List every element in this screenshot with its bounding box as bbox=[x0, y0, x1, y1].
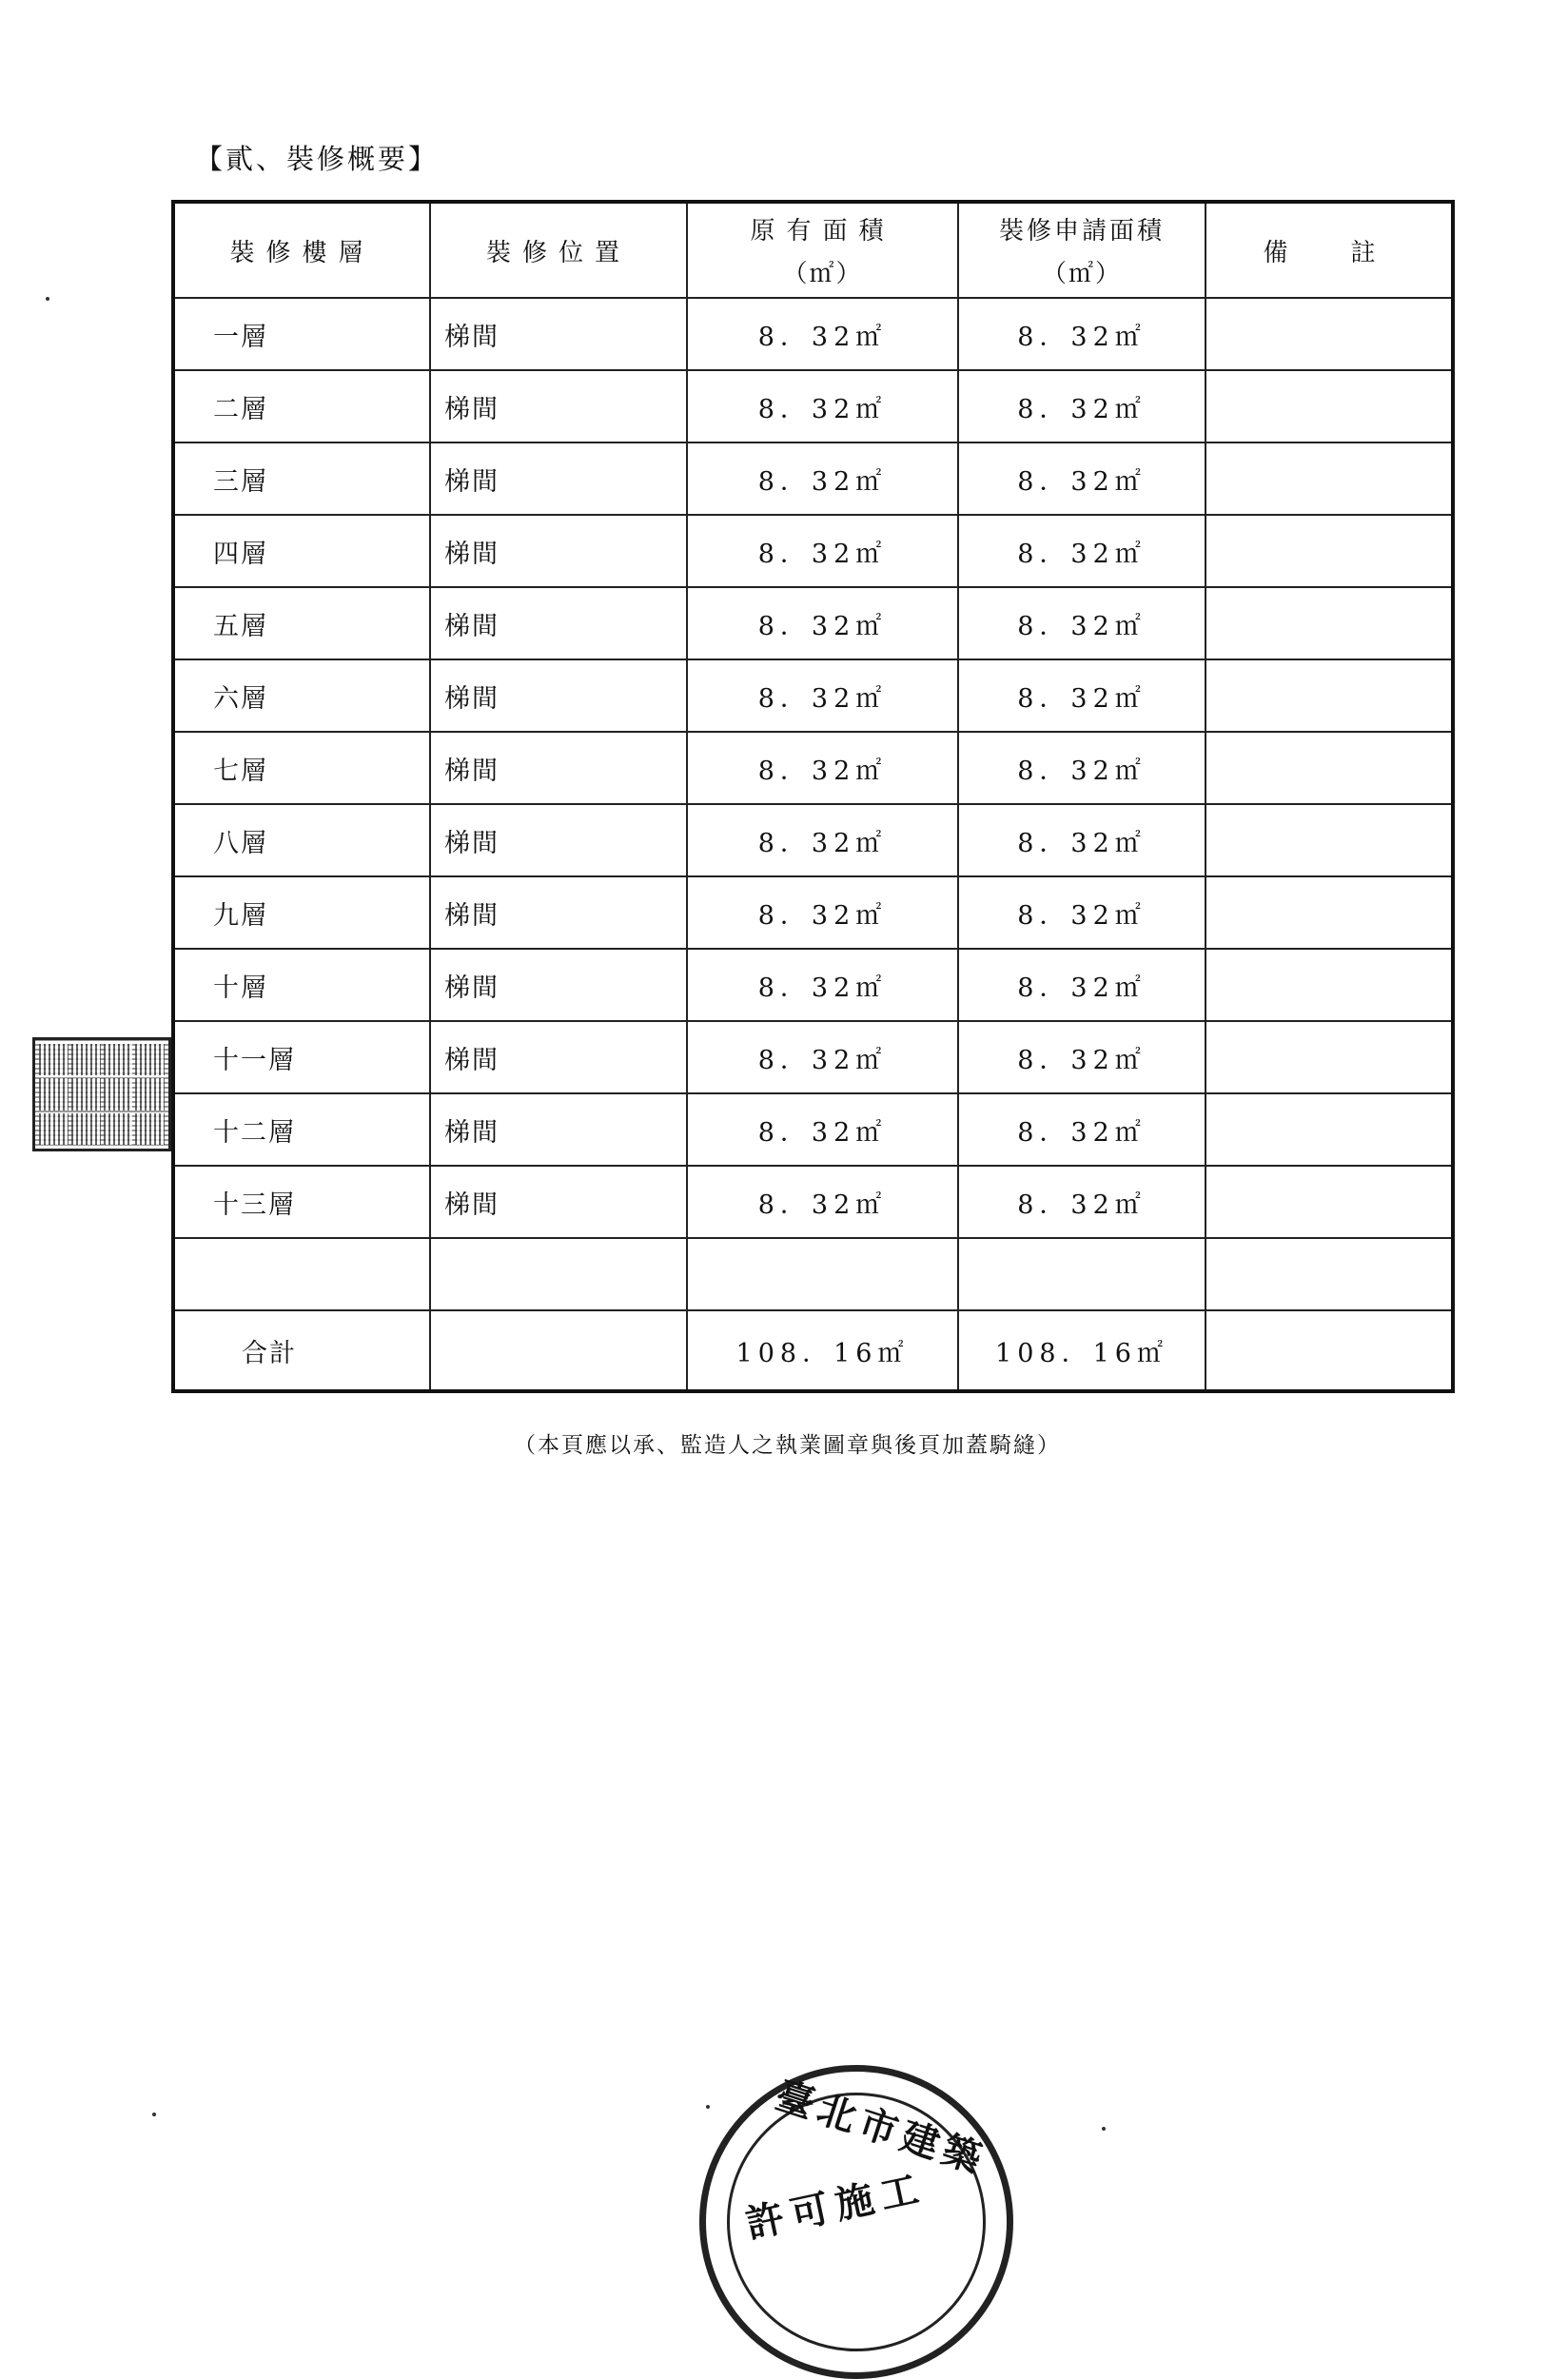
cell-original-area: 8．32㎡ bbox=[687, 659, 958, 732]
cell-requested-area: 8．32㎡ bbox=[958, 804, 1205, 876]
table-body bbox=[173, 298, 1453, 1391]
cell-remarks bbox=[1205, 587, 1453, 659]
cell-original-area bbox=[687, 1238, 958, 1310]
cell-floor: 七層 bbox=[173, 732, 430, 804]
header-location: 裝修位置 bbox=[430, 202, 687, 298]
cell-floor: 十層 bbox=[173, 949, 430, 1021]
cell-remarks bbox=[1205, 1021, 1453, 1093]
page-heading: 【貳、裝修概要】 bbox=[195, 143, 440, 175]
cell-floor: 十三層 bbox=[173, 1166, 430, 1238]
cell-original-area: 8．32㎡ bbox=[687, 587, 958, 659]
cell-requested-area: 8．32㎡ bbox=[958, 442, 1205, 515]
cell-original-area: 8．32㎡ bbox=[687, 804, 958, 876]
cell-requested-area: 8．32㎡ bbox=[958, 732, 1205, 804]
cell-requested-area: 8．32㎡ bbox=[958, 659, 1205, 732]
table-row bbox=[173, 876, 1453, 949]
cell-requested-area bbox=[958, 1238, 1205, 1310]
table-total-row bbox=[173, 1310, 1453, 1391]
table-row bbox=[173, 1166, 1453, 1238]
cell-location: 梯間 bbox=[430, 732, 687, 804]
cell-original-area: 8．32㎡ bbox=[687, 370, 958, 442]
scan-speck bbox=[46, 297, 49, 301]
cell-remarks bbox=[1205, 804, 1453, 876]
cell-location: 梯間 bbox=[430, 442, 687, 515]
cell-floor: 二層 bbox=[173, 370, 430, 442]
cell-location: 梯間 bbox=[430, 1093, 687, 1166]
table-row bbox=[173, 515, 1453, 587]
cell-floor: 五層 bbox=[173, 587, 430, 659]
cell-remarks bbox=[1205, 659, 1453, 732]
seal-text: 臺北市建築 bbox=[770, 2073, 992, 2184]
header-floor: 裝修樓層 bbox=[173, 202, 430, 298]
cell-floor bbox=[173, 1238, 430, 1310]
cell-location: 梯間 bbox=[430, 587, 687, 659]
cell-original-area: 8．32㎡ bbox=[687, 1166, 958, 1238]
cell-requested-area: 8．32㎡ bbox=[958, 1093, 1205, 1166]
cell-floor: 三層 bbox=[173, 442, 430, 515]
cell-requested-area: 8．32㎡ bbox=[958, 1021, 1205, 1093]
cell-location: 梯間 bbox=[430, 515, 687, 587]
header-original-area-label: 原有面積 bbox=[750, 217, 895, 246]
header-original-area bbox=[687, 202, 958, 298]
cell-remarks bbox=[1205, 442, 1453, 515]
cell-remarks bbox=[1205, 1093, 1453, 1166]
cell-original-area: 8．32㎡ bbox=[687, 732, 958, 804]
cell-location: 梯間 bbox=[430, 298, 687, 370]
cell-requested-area: 8．32㎡ bbox=[958, 515, 1205, 587]
cell-requested-area: 8．32㎡ bbox=[958, 370, 1205, 442]
cell-original-area: 8．32㎡ bbox=[687, 1093, 958, 1166]
table-row bbox=[173, 370, 1453, 442]
header-requested-area bbox=[958, 202, 1205, 298]
total-remarks bbox=[1205, 1310, 1453, 1391]
cell-remarks bbox=[1205, 949, 1453, 1021]
header-original-area-unit: （㎡） bbox=[782, 260, 863, 288]
scan-speck bbox=[706, 2105, 710, 2109]
table-row bbox=[173, 298, 1453, 370]
cell-original-area: 8．32㎡ bbox=[687, 442, 958, 515]
table-row bbox=[173, 587, 1453, 659]
cell-requested-area: 8．32㎡ bbox=[958, 949, 1205, 1021]
cell-floor: 八層 bbox=[173, 804, 430, 876]
cell-remarks bbox=[1205, 876, 1453, 949]
cell-requested-area: 8．32㎡ bbox=[958, 587, 1205, 659]
cell-floor: 四層 bbox=[173, 515, 430, 587]
table-row bbox=[173, 442, 1453, 515]
table-row bbox=[173, 1021, 1453, 1093]
table-row bbox=[173, 732, 1453, 804]
cell-floor: 六層 bbox=[173, 659, 430, 732]
header-requested-area-label: 裝修申請面積 bbox=[998, 217, 1165, 246]
cell-location: 梯間 bbox=[430, 1166, 687, 1238]
cell-requested-area: 8．32㎡ bbox=[958, 298, 1205, 370]
cell-location bbox=[430, 1238, 687, 1310]
official-round-seal bbox=[699, 2065, 1013, 2379]
cell-remarks bbox=[1205, 1166, 1453, 1238]
cell-remarks bbox=[1205, 732, 1453, 804]
cell-original-area: 8．32㎡ bbox=[687, 876, 958, 949]
cell-location: 梯間 bbox=[430, 370, 687, 442]
table-row bbox=[173, 949, 1453, 1021]
cell-floor: 一層 bbox=[173, 298, 430, 370]
total-label: 合計 bbox=[173, 1310, 430, 1391]
table-row bbox=[173, 1238, 1453, 1310]
cell-original-area: 8．32㎡ bbox=[687, 515, 958, 587]
cell-requested-area: 8．32㎡ bbox=[958, 876, 1205, 949]
total-location bbox=[430, 1310, 687, 1391]
side-seal-stamp bbox=[32, 1037, 171, 1151]
cell-remarks bbox=[1205, 515, 1453, 587]
scan-speck bbox=[1102, 2127, 1106, 2131]
cell-floor: 十一層 bbox=[173, 1021, 430, 1093]
seal-text-lower: 許可施工 bbox=[741, 2165, 931, 2248]
table-row bbox=[173, 1093, 1453, 1166]
cell-floor: 九層 bbox=[173, 876, 430, 949]
table-header-row bbox=[173, 202, 1453, 298]
header-remarks: 備 註 bbox=[1205, 202, 1453, 298]
scan-speck bbox=[152, 2113, 156, 2116]
total-requested-area: 108．16㎡ bbox=[958, 1310, 1205, 1391]
cell-requested-area: 8．32㎡ bbox=[958, 1166, 1205, 1238]
cell-location: 梯間 bbox=[430, 876, 687, 949]
cell-remarks bbox=[1205, 298, 1453, 370]
table-row bbox=[173, 659, 1453, 732]
header-requested-area-unit: （㎡） bbox=[1041, 260, 1122, 288]
footnote: （本頁應以承、監造人之執業圖章與後頁加蓋騎縫） bbox=[514, 1433, 1061, 1458]
cell-original-area: 8．32㎡ bbox=[687, 298, 958, 370]
table-row bbox=[173, 804, 1453, 876]
cell-remarks bbox=[1205, 1238, 1453, 1310]
cell-original-area: 8．32㎡ bbox=[687, 949, 958, 1021]
cell-location: 梯間 bbox=[430, 804, 687, 876]
cell-original-area: 8．32㎡ bbox=[687, 1021, 958, 1093]
total-original-area: 108．16㎡ bbox=[687, 1310, 958, 1391]
cell-location: 梯間 bbox=[430, 1021, 687, 1093]
cell-remarks bbox=[1205, 370, 1453, 442]
renovation-summary-table bbox=[171, 200, 1455, 1393]
cell-location: 梯間 bbox=[430, 949, 687, 1021]
cell-location: 梯間 bbox=[430, 659, 687, 732]
cell-floor: 十二層 bbox=[173, 1093, 430, 1166]
